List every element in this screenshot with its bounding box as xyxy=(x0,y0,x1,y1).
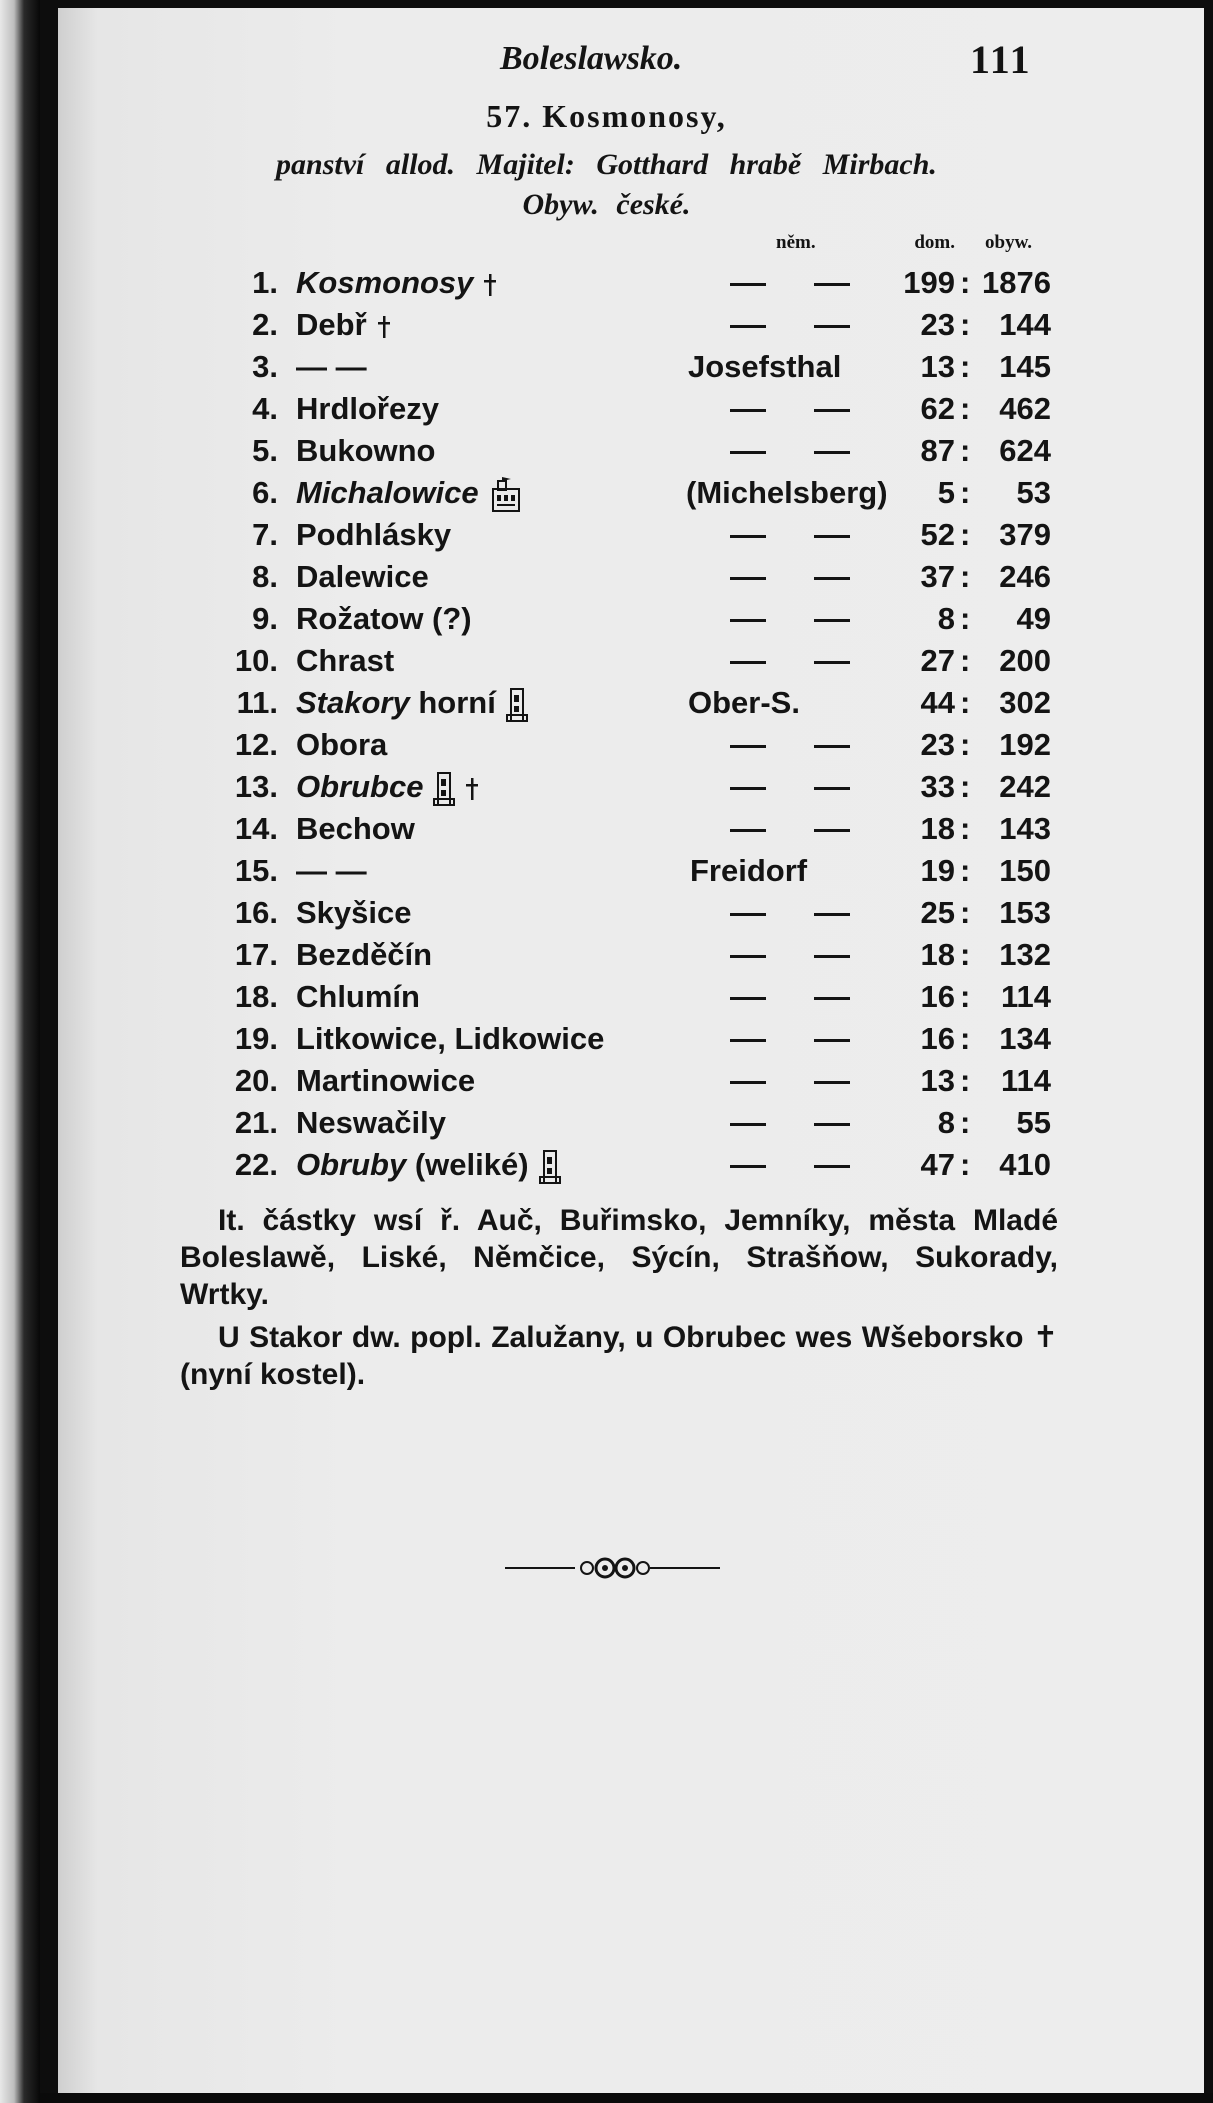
table-row xyxy=(0,304,1213,346)
village-name: Obrubce xyxy=(296,766,479,808)
section-number: 57. xyxy=(486,98,533,134)
houses-count: 52 xyxy=(920,517,955,552)
separator-colon: : xyxy=(960,1147,971,1182)
table-row xyxy=(0,808,1213,850)
ornament-divider-icon xyxy=(505,1553,720,1583)
row-number: 15. xyxy=(234,853,278,888)
houses-count: 62 xyxy=(920,391,955,426)
inhabitants-count: 53 xyxy=(1016,475,1051,510)
note-paragraph-2: U Stakor dw. popl. Zalužany, u Obrubec wes Wšeborsko ✝ (nyní kostel). xyxy=(180,1321,1058,1391)
table-row xyxy=(0,682,1213,724)
houses-count: 27 xyxy=(920,643,955,678)
inhabitants-count: 132 xyxy=(999,937,1051,972)
village-name: Neswačily xyxy=(296,1105,446,1140)
castle-icon xyxy=(489,477,523,513)
german-name xyxy=(684,934,874,976)
houses-count: 19 xyxy=(920,853,955,888)
houses-count: 18 xyxy=(920,811,955,846)
section-population-line: Obyw. české. xyxy=(522,188,691,221)
cross-icon xyxy=(465,776,479,802)
row-number: 8. xyxy=(252,559,278,594)
village-name: Kosmonosy xyxy=(296,262,497,304)
tower-icon xyxy=(506,687,528,723)
village-name: Bezděčín xyxy=(296,937,433,972)
note-paragraph-1: It. částky wsí ř. Auč, Buřimsko, Jemníky, města Mladé Boleslawě, Liské, Němčice, Sýcín, Strašňow, Sukorady, Wrtky. xyxy=(180,1204,1058,1311)
table-row xyxy=(0,388,1213,430)
inhabitants-count: 150 xyxy=(999,853,1051,888)
row-number: 1. xyxy=(252,265,278,300)
houses-count: 23 xyxy=(920,307,955,342)
separator-colon: : xyxy=(960,895,971,930)
inhabitants-count: 379 xyxy=(999,517,1051,552)
inhabitants-count: 55 xyxy=(1016,1105,1051,1140)
table-row xyxy=(0,346,1213,388)
separator-colon: : xyxy=(960,559,971,594)
village-name: Obora xyxy=(296,727,388,762)
separator-colon: : xyxy=(960,727,971,762)
inhabitants-count: 302 xyxy=(999,685,1051,720)
houses-count: 44 xyxy=(920,685,955,720)
houses-count: 8 xyxy=(937,601,955,636)
section-ownership-line: panství allod. Majitel: Gotthard hrabě Mirbach. xyxy=(276,148,937,181)
row-number: 6. xyxy=(252,475,278,510)
row-number: 10. xyxy=(234,643,278,678)
separator-colon: : xyxy=(960,769,971,804)
separator-colon: : xyxy=(960,265,971,300)
running-header-title: Boleslawsko. xyxy=(500,40,683,77)
inhabitants-count: 1876 xyxy=(982,265,1051,300)
german-name: Freidorf xyxy=(690,853,808,888)
village-name: Chrast xyxy=(296,643,395,678)
row-number: 12. xyxy=(234,727,278,762)
village-name: Chlumín xyxy=(296,979,420,1014)
houses-count: 8 xyxy=(937,1105,955,1140)
separator-colon: : xyxy=(960,475,971,510)
column-header-obyw: obyw. xyxy=(985,232,1032,253)
german-name: (Michelsberg) xyxy=(686,475,888,510)
table-row xyxy=(0,976,1213,1018)
village-name: Hrdlořezy xyxy=(296,391,439,426)
row-number: 3. xyxy=(252,349,278,384)
cross-icon xyxy=(483,272,497,298)
section-name: Kosmonosy, xyxy=(542,98,727,134)
village-name: Podhlásky xyxy=(296,517,452,552)
german-name xyxy=(684,388,874,430)
inhabitants-count: 144 xyxy=(999,307,1051,342)
separator-colon: : xyxy=(960,643,971,678)
row-number: 9. xyxy=(252,601,278,636)
separator-colon: : xyxy=(960,1063,971,1098)
separator-colon: : xyxy=(960,685,971,720)
german-name xyxy=(684,304,874,346)
notes xyxy=(180,1202,1058,1393)
table-row xyxy=(0,724,1213,766)
inhabitants-count: 246 xyxy=(999,559,1051,594)
german-name: Ober-S. xyxy=(688,685,800,720)
table-row xyxy=(0,892,1213,934)
row-number: 18. xyxy=(234,979,278,1014)
german-name xyxy=(684,514,874,556)
page-bottom-edge xyxy=(40,2093,1213,2103)
column-header-dom: dom. xyxy=(914,232,955,253)
inhabitants-count: 153 xyxy=(999,895,1051,930)
row-number: 11. xyxy=(236,685,278,720)
german-name xyxy=(684,766,874,808)
village-name: — — xyxy=(296,349,367,384)
inhabitants-count: 192 xyxy=(999,727,1051,762)
houses-count: 87 xyxy=(920,433,955,468)
section-title xyxy=(0,98,1213,135)
german-name xyxy=(684,262,874,304)
village-name: Litkowice, Lidkowice xyxy=(296,1021,605,1056)
separator-colon: : xyxy=(960,349,971,384)
separator-colon: : xyxy=(960,1105,971,1140)
separator-colon: : xyxy=(960,811,971,846)
german-name xyxy=(684,430,874,472)
inhabitants-count: 624 xyxy=(999,433,1051,468)
inhabitants-count: 49 xyxy=(1016,601,1051,636)
german-name xyxy=(684,598,874,640)
inhabitants-count: 114 xyxy=(1000,1063,1051,1098)
table-row xyxy=(0,598,1213,640)
table-row xyxy=(0,1102,1213,1144)
inhabitants-count: 134 xyxy=(999,1021,1051,1056)
column-header-nem: něm. xyxy=(776,232,816,253)
inhabitants-count: 410 xyxy=(999,1147,1051,1182)
village-name: Skyšice xyxy=(296,895,412,930)
inhabitants-count: 143 xyxy=(999,811,1051,846)
row-number: 7. xyxy=(252,517,278,552)
houses-count: 16 xyxy=(920,979,955,1014)
houses-count: 23 xyxy=(920,727,955,762)
row-number: 21. xyxy=(234,1105,278,1140)
separator-colon: : xyxy=(960,433,971,468)
village-name: — — xyxy=(296,853,367,888)
german-name xyxy=(684,556,874,598)
row-number: 13. xyxy=(234,769,278,804)
table-row xyxy=(0,472,1213,514)
village-name: Bechow xyxy=(296,811,415,846)
separator-colon: : xyxy=(960,307,971,342)
row-number: 2. xyxy=(252,307,278,342)
table-row xyxy=(0,1018,1213,1060)
village-name: Obruby (weliké) xyxy=(296,1144,561,1186)
table-row xyxy=(0,556,1213,598)
table-row xyxy=(0,514,1213,556)
german-name xyxy=(684,1060,874,1102)
row-number: 16. xyxy=(234,895,278,930)
village-name: Michalowice xyxy=(296,472,523,514)
houses-count: 47 xyxy=(920,1147,955,1182)
separator-colon: : xyxy=(960,1021,971,1056)
row-number: 4. xyxy=(252,391,278,426)
table-row xyxy=(0,934,1213,976)
table-row xyxy=(0,430,1213,472)
inhabitants-count: 145 xyxy=(999,349,1051,384)
row-number: 22. xyxy=(234,1147,278,1182)
inhabitants-count: 200 xyxy=(999,643,1051,678)
separator-colon: : xyxy=(960,391,971,426)
village-name: Dalewice xyxy=(296,559,429,594)
row-number: 17. xyxy=(234,937,278,972)
german-name: Josefsthal xyxy=(688,349,842,384)
inhabitants-count: 114 xyxy=(1000,979,1051,1014)
row-number: 14. xyxy=(234,811,278,846)
german-name xyxy=(684,808,874,850)
separator-colon: : xyxy=(960,979,971,1014)
village-name: Rožatow (?) xyxy=(296,601,472,636)
table-row xyxy=(0,766,1213,808)
german-name xyxy=(684,1144,874,1186)
houses-count: 199 xyxy=(903,265,955,300)
houses-count: 18 xyxy=(920,937,955,972)
german-name xyxy=(684,724,874,766)
german-name xyxy=(684,1102,874,1144)
table-row xyxy=(0,850,1213,892)
german-name xyxy=(684,1018,874,1060)
cross-icon xyxy=(377,314,391,340)
german-name xyxy=(684,640,874,682)
village-name: Stakory horní xyxy=(296,682,528,724)
row-number: 19. xyxy=(234,1021,278,1056)
village-name: Bukowno xyxy=(296,433,436,468)
houses-count: 13 xyxy=(920,1063,955,1098)
table-row xyxy=(0,1060,1213,1102)
table-row xyxy=(0,262,1213,304)
houses-count: 13 xyxy=(920,349,955,384)
table-row xyxy=(0,1144,1213,1186)
separator-colon: : xyxy=(960,601,971,636)
tower-icon xyxy=(539,1149,561,1185)
separator-colon: : xyxy=(960,937,971,972)
houses-count: 37 xyxy=(920,559,955,594)
table-row xyxy=(0,640,1213,682)
houses-count: 33 xyxy=(920,769,955,804)
houses-count: 25 xyxy=(920,895,955,930)
houses-count: 16 xyxy=(920,1021,955,1056)
german-name xyxy=(684,976,874,1018)
houses-count: 5 xyxy=(937,475,955,510)
inhabitants-count: 462 xyxy=(999,391,1051,426)
separator-colon: : xyxy=(960,517,971,552)
page-number: 111 xyxy=(970,37,1032,82)
village-name: Debř xyxy=(296,304,391,346)
german-name xyxy=(684,892,874,934)
village-name: Martinowice xyxy=(296,1063,476,1098)
inhabitants-count: 242 xyxy=(999,769,1051,804)
tower-icon xyxy=(433,771,455,807)
row-number: 5. xyxy=(252,433,278,468)
row-number: 20. xyxy=(234,1063,278,1098)
separator-colon: : xyxy=(960,853,971,888)
